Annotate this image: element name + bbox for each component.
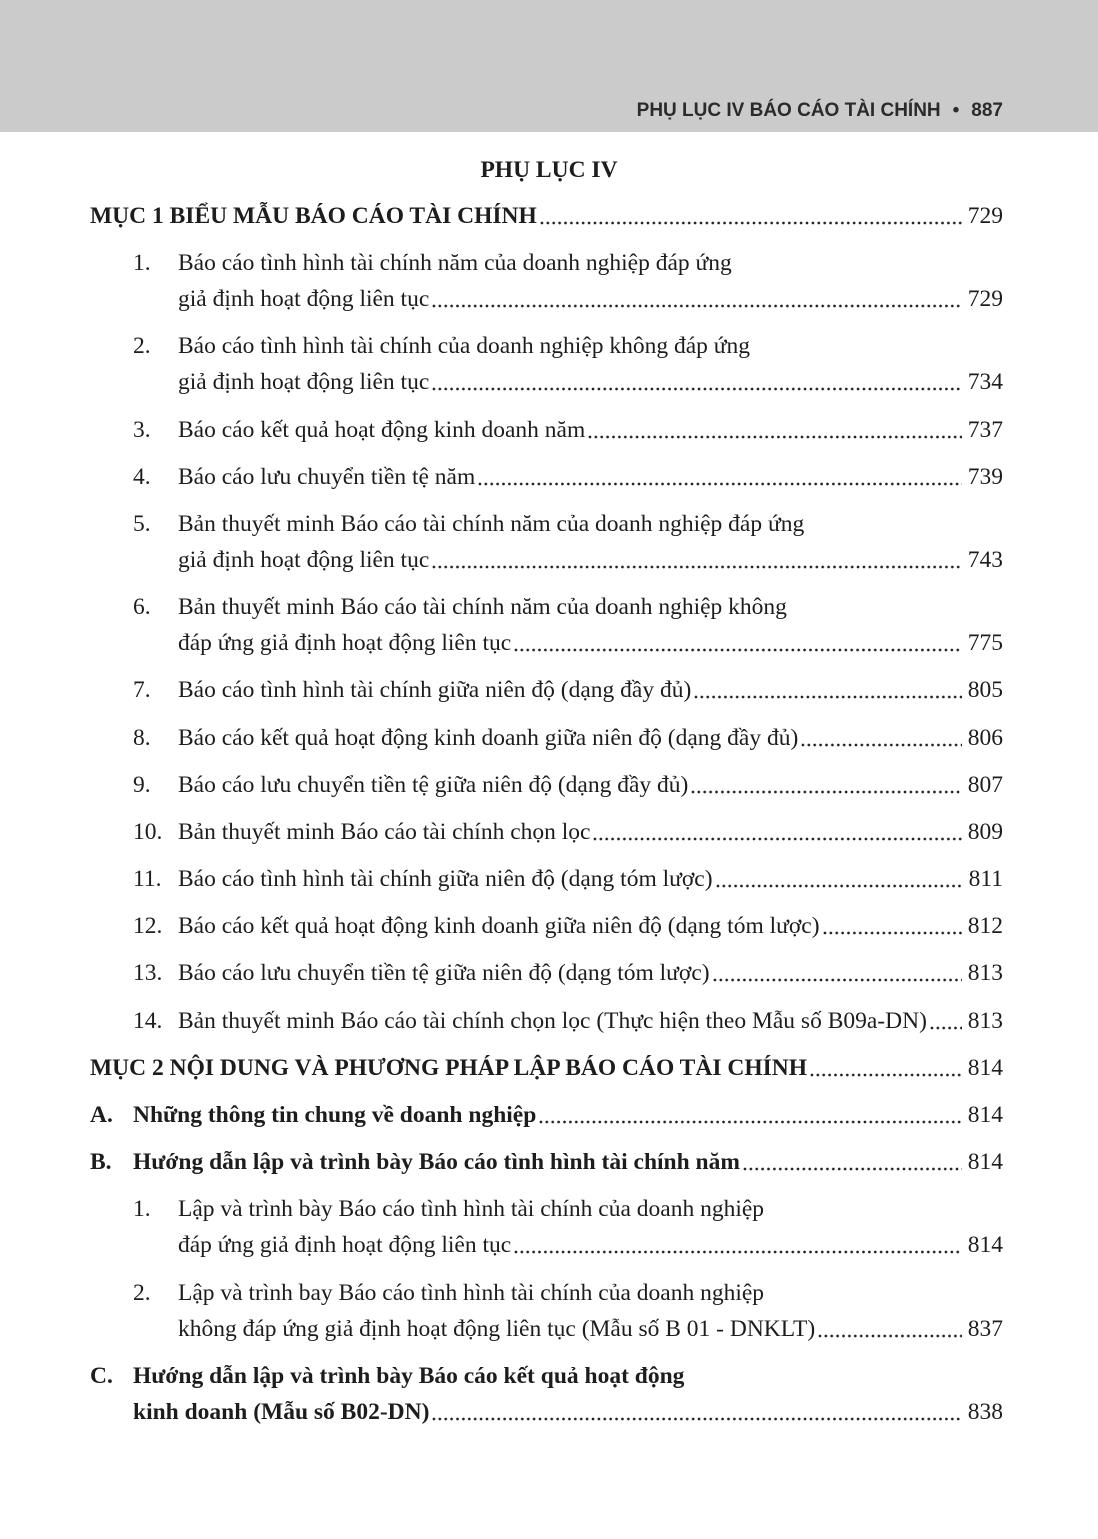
- item-number: 1.: [133, 1196, 151, 1223]
- dot-leader: [715, 861, 963, 897]
- item-number: 1.: [133, 250, 151, 277]
- dot-leader: [431, 1394, 961, 1430]
- page-number: 775: [967, 630, 1003, 657]
- entry-line: [178, 1311, 1003, 1347]
- item-number: 4.: [133, 463, 151, 490]
- item-number: 2.: [133, 1279, 151, 1306]
- entry-line: [178, 625, 1003, 661]
- page-number: 837: [967, 1315, 1003, 1342]
- item-text: Báo cáo tình hình tài chính giữa niên độ (dạng tóm lược): [178, 866, 713, 893]
- page-number: 806: [967, 724, 1003, 751]
- item-number: 11.: [133, 866, 162, 893]
- toc-item: [0, 908, 1003, 944]
- running-title: PHỤ LỤC IV BÁO CÁO TÀI CHÍNH: [636, 100, 941, 121]
- entry-line: [178, 1191, 1003, 1227]
- toc-item: [0, 767, 1003, 803]
- page-number: 739: [967, 463, 1003, 490]
- entry-line: [178, 328, 1003, 364]
- section-heading-text: MỤC 2 NỘI DUNG VÀ PHƯƠNG PHÁP LẬP BÁO CÁO TÀI CHÍNH: [90, 1054, 807, 1081]
- item-text: Bản thuyết minh Báo cáo tài chính năm của doanh nghiệp không: [178, 594, 787, 621]
- dot-leader: [822, 908, 962, 944]
- header-separator: •: [952, 100, 960, 121]
- dot-leader: [513, 625, 962, 661]
- dot-leader: [477, 459, 962, 495]
- toc-item: [0, 672, 1003, 708]
- entry-line: [178, 767, 1003, 803]
- page-number: 729: [967, 286, 1003, 313]
- toc-item: [0, 814, 1003, 850]
- header-page-number: 887: [971, 100, 1003, 121]
- entry-line: [178, 412, 1003, 448]
- page-number: 813: [967, 960, 1003, 987]
- toc-section-heading: [0, 1050, 1003, 1086]
- item-text: Bản thuyết minh Báo cáo tài chính năm của doanh nghiệp đáp ứng: [178, 510, 805, 537]
- entry-body: [178, 955, 1003, 991]
- entry-line: [133, 1144, 1003, 1180]
- entry-body: [178, 1275, 1003, 1347]
- page-number: 814: [967, 1232, 1003, 1259]
- entry-body: [178, 767, 1003, 803]
- entry-line: [178, 720, 1003, 756]
- item-text: Báo cáo tình hình tài chính giữa niên độ (dạng đầy đủ): [178, 677, 692, 704]
- toc-item: [0, 720, 1003, 756]
- entry-body: [178, 245, 1003, 317]
- toc-item: [0, 412, 1003, 448]
- page-number: 807: [967, 771, 1003, 798]
- part-text: kinh doanh (Mẫu số B02-DN): [133, 1398, 430, 1425]
- toc-item: [0, 328, 1003, 400]
- entry-body: [178, 459, 1003, 495]
- page-number: 814: [967, 1149, 1003, 1176]
- entry-line: [178, 1003, 1003, 1039]
- entry-line: [178, 1275, 1003, 1311]
- entry-line: [178, 281, 1003, 317]
- entry-line: [178, 459, 1003, 495]
- entry-body: [178, 672, 1003, 708]
- item-text: Báo cáo kết quả hoạt động kinh doanh năm: [178, 416, 586, 443]
- item-number: 8.: [133, 724, 151, 751]
- entry-line: [178, 814, 1003, 850]
- page-number: 805: [967, 677, 1003, 704]
- item-text: Báo cáo lưu chuyển tiền tệ giữa niên độ (dạng đầy đủ): [178, 771, 689, 798]
- entry-body: [178, 506, 1003, 578]
- item-text: đáp ứng giả định hoạt động liên tục: [178, 1232, 512, 1259]
- item-text: Báo cáo kết quả hoạt động kinh doanh giữa niên độ (dạng tóm lược): [178, 913, 820, 940]
- section-heading-text: MỤC 1 BIỂU MẪU BÁO CÁO TÀI CHÍNH: [90, 203, 537, 229]
- entry-body: [133, 1144, 1003, 1180]
- item-text: Báo cáo lưu chuyển tiền tệ năm: [178, 463, 476, 490]
- page-number: 812: [967, 913, 1003, 940]
- item-text: đáp ứng giả định hoạt động liên tục: [178, 630, 512, 657]
- entry-line: [178, 364, 1003, 400]
- toc-item: [0, 245, 1003, 317]
- item-text: Bản thuyết minh Báo cáo tài chính chọn lọc: [178, 818, 591, 845]
- entry-line: [178, 589, 1003, 625]
- item-number: 6.: [133, 594, 151, 621]
- entry-line: [178, 861, 1003, 897]
- dot-leader: [693, 672, 961, 708]
- toc-item: [0, 861, 1003, 897]
- page-number: 838: [967, 1398, 1003, 1425]
- page-number: 734: [967, 369, 1003, 396]
- dot-leader: [539, 198, 962, 234]
- entry-line: [133, 1097, 1003, 1133]
- page-title: PHỤ LỤC IV: [480, 157, 618, 183]
- page-number: 729: [967, 203, 1003, 229]
- dot-leader: [690, 767, 961, 803]
- toc-item: [0, 1003, 1003, 1039]
- entry-line: [178, 908, 1003, 944]
- item-number: 13.: [133, 960, 163, 987]
- toc-section-heading: [0, 198, 1003, 234]
- item-text: giả định hoạt động liên tục: [178, 546, 430, 573]
- entry-line: [90, 1050, 1003, 1086]
- item-number: 3.: [133, 416, 151, 443]
- item-text: giả định hoạt động liên tục: [178, 286, 430, 313]
- item-text: Báo cáo tình hình tài chính năm của doanh nghiệp đáp ứng: [178, 250, 732, 277]
- toc-item: [0, 955, 1003, 991]
- item-text: không đáp ứng giả định hoạt động liên tục (Mẫu số B 01 - DNKLT): [178, 1315, 816, 1342]
- table-of-contents: [0, 198, 1003, 1441]
- part-letter: A.: [90, 1102, 113, 1128]
- item-number: 10.: [133, 818, 163, 845]
- page-number: 814: [967, 1102, 1003, 1128]
- toc-part: [0, 1097, 1003, 1133]
- part-text: Hướng dẫn lập và trình bày Báo cáo tình hình tài chính năm: [133, 1149, 740, 1176]
- dot-leader: [513, 1227, 962, 1263]
- dot-leader: [592, 814, 961, 850]
- item-text: Báo cáo lưu chuyển tiền tệ giữa niên độ (dạng tóm lược): [178, 960, 710, 987]
- entry-line: [90, 198, 1003, 234]
- entry-body: [178, 861, 1003, 897]
- toc-item: [0, 459, 1003, 495]
- item-text: Báo cáo kết quả hoạt động kinh doanh giữa niên độ (dạng đầy đủ): [178, 724, 799, 751]
- dot-leader: [587, 412, 962, 448]
- entry-body: [178, 720, 1003, 756]
- running-header: [637, 101, 1003, 121]
- toc-item: [0, 589, 1003, 661]
- item-text: giả định hoạt động liên tục: [178, 369, 430, 396]
- dot-leader: [431, 542, 961, 578]
- entry-body: [133, 1097, 1003, 1133]
- page-number: 743: [967, 546, 1003, 573]
- item-number: 7.: [133, 677, 151, 704]
- entry-line: [178, 542, 1003, 578]
- part-letter: C.: [90, 1362, 113, 1389]
- entry-body: [178, 412, 1003, 448]
- entry-body: [178, 1191, 1003, 1263]
- entry-line: [133, 1394, 1003, 1430]
- entry-line: [178, 955, 1003, 991]
- dot-leader: [538, 1097, 961, 1133]
- dot-leader: [800, 720, 961, 756]
- item-text: Bản thuyết minh Báo cáo tài chính chọn lọc (Thực hiện theo Mẫu số B09a-DN): [178, 1007, 927, 1034]
- part-text: Những thông tin chung về doanh nghiệp: [133, 1102, 537, 1128]
- page-number: 814: [967, 1054, 1003, 1081]
- dot-leader: [929, 1003, 962, 1039]
- item-number: 2.: [133, 333, 151, 360]
- item-number: 12.: [133, 913, 163, 940]
- entry-body: [178, 328, 1003, 400]
- item-number: 14.: [133, 1007, 163, 1034]
- item-number: 5.: [133, 510, 151, 537]
- toc-item: [0, 1191, 1003, 1263]
- toc-item: [0, 1275, 1003, 1347]
- entry-body: [178, 814, 1003, 850]
- entry-body: [90, 198, 1003, 234]
- entry-line: [178, 506, 1003, 542]
- page-number: 813: [967, 1007, 1003, 1034]
- dot-leader: [817, 1311, 962, 1347]
- dot-leader: [431, 281, 961, 317]
- toc-item: [0, 506, 1003, 578]
- dot-leader: [809, 1050, 962, 1086]
- page-number: 809: [967, 818, 1003, 845]
- entry-line: [178, 672, 1003, 708]
- entry-line: [133, 1358, 1003, 1394]
- page-number: 811: [968, 866, 1003, 893]
- item-text: Lập và trình bày Báo cáo tình hình tài chính của doanh nghiệp: [178, 1196, 765, 1223]
- page-number: 737: [967, 416, 1003, 443]
- entry-body: [90, 1050, 1003, 1086]
- entry-body: [133, 1358, 1003, 1430]
- entry-line: [178, 245, 1003, 281]
- toc-part: [0, 1144, 1003, 1180]
- toc-part: [0, 1358, 1003, 1430]
- entry-body: [178, 908, 1003, 944]
- part-letter: B.: [90, 1149, 112, 1176]
- item-number: 9.: [133, 771, 151, 798]
- entry-body: [178, 589, 1003, 661]
- entry-body: [178, 1003, 1003, 1039]
- entry-line: [178, 1227, 1003, 1263]
- item-text: Báo cáo tình hình tài chính của doanh nghiệp không đáp ứng: [178, 333, 751, 360]
- dot-leader: [712, 955, 962, 991]
- dot-leader: [742, 1144, 962, 1180]
- dot-leader: [431, 364, 961, 400]
- part-text: Hướng dẫn lập và trình bày Báo cáo kết quả hoạt động: [133, 1362, 685, 1389]
- item-text: Lập và trình bay Báo cáo tình hình tài chính của doanh nghiệp: [178, 1279, 765, 1306]
